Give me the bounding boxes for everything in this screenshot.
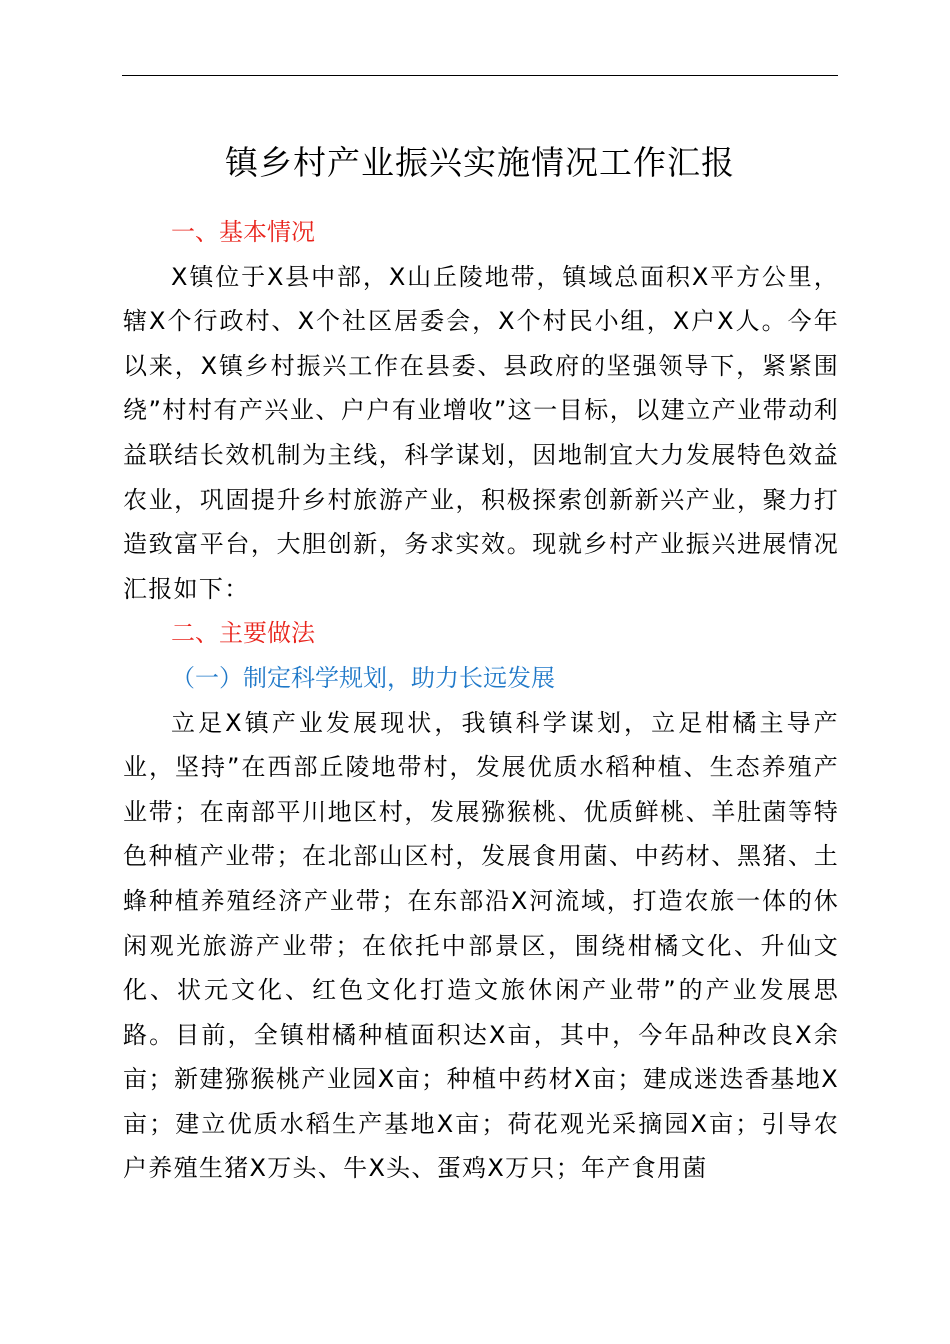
document-title: 镇乡村产业振兴实施情况工作汇报 [225, 143, 735, 182]
document-body [123, 210, 839, 1191]
paragraph-basic-situation: X镇位于X县中部，X山丘陵地带，镇域总面积X平方公里，辖X个行政村、X个社区居委会，X个村民小组，X户X人。今年以来，X镇乡村振兴工作在县委、县政府的坚强领导下，紧紧围绕”村村有产兴业、户户有业增收”这一目标，以建立产业带动利益联结长效机制为主线，科学谋划，因地制宜大力发展特色效益农业，巩固提升乡村旅游产业，积极探索创新新兴产业，聚力打造致富平台，大胆创新，务求实效。现就乡村产业振兴进展情况汇报如下： [123, 262, 839, 603]
section-heading-basic-situation: 一、基本情况 [171, 218, 315, 246]
paragraph-planning: 立足X镇产业发展现状，我镇科学谋划，立足柑橘主导产业，坚持”在西部丘陵地带村，发展优质水稻种植、生态养殖产业带；在南部平川地区村，发展猕猴桃、优质鲜桃、羊肚菌等特色种植产业带；在北部山区村，发展食用菌、中药材、黑猪、土蜂种植养殖经济产业带；在东部沿X河流域，打造农旅一体的休闲观光旅游产业带；在依托中部景区，围绕柑橘文化、升仙文化、状元文化、红色文化打造文旅休闲产业带”的产业发展思路。目前，全镇柑橘种植面积达X亩，其中，今年品种改良X余亩；新建猕猴桃产业园X亩；种植中药材X亩；建成迷迭香基地X亩；建立优质水稻生产基地X亩；荷花观光采摘园X亩；引导农户养殖生猪X万头、牛X头、蛋鸡X万只；年产食用菌 [123, 708, 839, 1183]
header-rule [122, 75, 838, 76]
section-heading-main-practices: 二、主要做法 [171, 619, 315, 648]
subsection-heading-planning: （一）制定科学规划，助力长远发展 [171, 663, 555, 692]
